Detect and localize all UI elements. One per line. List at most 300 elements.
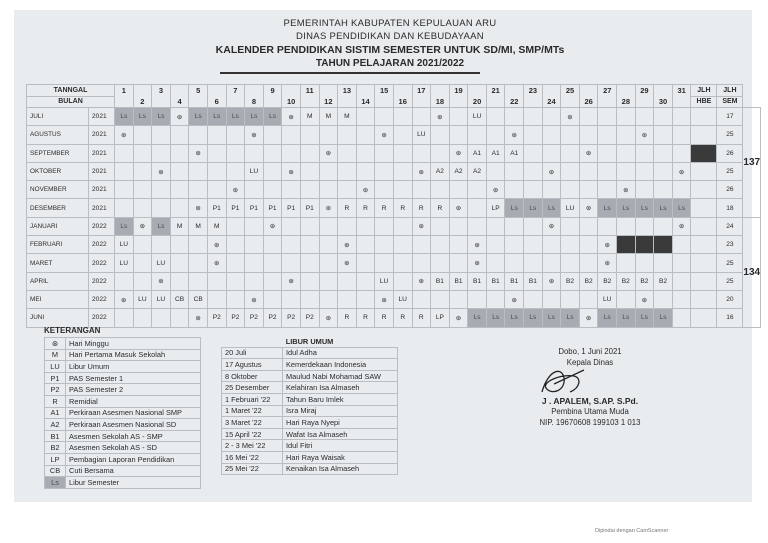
holiday-row <box>222 347 398 359</box>
day-cell <box>356 108 375 126</box>
hbe-value: 18 <box>717 199 743 217</box>
day-cell <box>691 236 717 254</box>
day-cell <box>412 236 431 254</box>
day-header-15: 15 <box>375 85 394 97</box>
day-cell: R <box>393 309 412 327</box>
day-cell <box>691 199 717 217</box>
day-cell <box>226 236 245 254</box>
day-cell <box>115 272 134 290</box>
signature-place-date: Dobo, 1 Juni 2021 <box>558 347 622 356</box>
day-cell: Ls <box>226 108 245 126</box>
legend-text: Asesmen Sekolah AS - SD <box>66 442 201 454</box>
day-cell: Ls <box>505 309 524 327</box>
day-cell <box>486 162 505 180</box>
day-cell <box>672 126 691 144</box>
day-cell <box>356 217 375 235</box>
day-cell <box>486 254 505 272</box>
day-cell: M <box>189 217 208 235</box>
day-cell <box>319 254 338 272</box>
day-cell <box>338 290 357 308</box>
day-header-7: 7 <box>226 85 245 97</box>
legend-item <box>45 361 201 373</box>
holiday-date: 16 Mei '22 <box>222 451 283 463</box>
hbe-value: 25 <box>717 272 743 290</box>
day-cell: Ls <box>245 108 264 126</box>
day-cell <box>133 199 152 217</box>
legend-code: Ls <box>45 477 66 489</box>
day-header-row2-20: 20 <box>468 96 487 108</box>
day-cell: Ls <box>263 108 282 126</box>
day-cell: ⊛ <box>579 144 598 162</box>
day-cell: A1 <box>505 144 524 162</box>
day-cell <box>170 181 189 199</box>
day-cell <box>133 181 152 199</box>
day-cell: B1 <box>524 272 543 290</box>
month-year: 2021 <box>89 108 115 126</box>
day-cell: A2 <box>468 162 487 180</box>
day-cell: ⊛ <box>412 272 431 290</box>
day-cell <box>691 309 717 327</box>
day-cell <box>226 217 245 235</box>
month-name: FEBRUARI <box>27 236 89 254</box>
table-row <box>27 236 761 254</box>
day-cell: ⊛ <box>319 309 338 327</box>
day-cell <box>691 126 717 144</box>
day-cell: LU <box>375 272 394 290</box>
day-header-row2-10: 10 <box>282 96 301 108</box>
month-name: MEI <box>27 290 89 308</box>
hbe-value: 26 <box>717 181 743 199</box>
legend-text: Libur Umum <box>66 361 201 373</box>
holiday-date: 25 Desember <box>222 382 283 394</box>
holiday-row <box>222 359 398 371</box>
holiday-date: 15 April '22 <box>222 428 283 440</box>
day-cell <box>356 144 375 162</box>
day-cell <box>486 217 505 235</box>
day-cell: P1 <box>282 199 301 217</box>
day-cell <box>115 144 134 162</box>
holiday-date: 3 Maret '22 <box>222 417 283 429</box>
day-cell: Ls <box>152 108 171 126</box>
day-cell <box>691 162 717 180</box>
hbe-value: 25 <box>717 126 743 144</box>
day-cell <box>207 144 226 162</box>
day-cell <box>152 181 171 199</box>
day-cell <box>226 254 245 272</box>
day-cell <box>449 108 468 126</box>
day-cell: ⊛ <box>207 254 226 272</box>
day-header-14 <box>356 85 375 97</box>
day-header-20 <box>468 85 487 97</box>
day-cell <box>542 144 561 162</box>
month-year: 2021 <box>89 199 115 217</box>
day-cell <box>598 144 617 162</box>
day-cell: CB <box>189 290 208 308</box>
day-cell: A2 <box>449 162 468 180</box>
hbe-value: 26 <box>717 144 743 162</box>
day-cell: LP <box>486 199 505 217</box>
day-cell <box>449 126 468 144</box>
day-cell <box>282 236 301 254</box>
day-cell: A1 <box>468 144 487 162</box>
legend-code: LU <box>45 361 66 373</box>
day-cell: ⊛ <box>561 108 580 126</box>
holiday-row <box>222 370 398 382</box>
month-year: 2021 <box>89 162 115 180</box>
day-cell: ⊛ <box>486 181 505 199</box>
legend-code: B1 <box>45 430 66 442</box>
month-year: 2022 <box>89 309 115 327</box>
day-cell <box>672 272 691 290</box>
day-cell: ⊛ <box>115 126 134 144</box>
day-cell: P1 <box>263 199 282 217</box>
day-cell: P2 <box>263 309 282 327</box>
holiday-name: Kemerdekaan Indonesia <box>283 359 398 371</box>
day-header-3: 3 <box>152 85 171 97</box>
day-cell <box>245 181 264 199</box>
day-cell <box>207 272 226 290</box>
day-cell: M <box>170 217 189 235</box>
day-cell: Ls <box>542 199 561 217</box>
legend-item <box>45 338 201 350</box>
legend-text: PAS Semester 2 <box>66 384 201 396</box>
day-cell <box>431 181 450 199</box>
day-cell <box>579 254 598 272</box>
day-cell <box>356 162 375 180</box>
sem-header: JLH <box>717 85 743 97</box>
legend-code: B2 <box>45 442 66 454</box>
day-cell <box>542 290 561 308</box>
day-cell <box>617 144 636 162</box>
holiday-date: 1 Maret '22 <box>222 405 283 417</box>
day-cell <box>133 254 152 272</box>
day-cell: Ls <box>189 108 208 126</box>
day-cell <box>524 162 543 180</box>
day-cell <box>561 181 580 199</box>
day-header-row2-2: 2 <box>133 96 152 108</box>
day-cell: ⊛ <box>542 162 561 180</box>
day-cell <box>412 144 431 162</box>
day-cell: LU <box>393 290 412 308</box>
hbe-header-sub: HBE <box>691 96 717 108</box>
day-header-row2-1 <box>115 96 134 108</box>
day-cell <box>672 144 691 162</box>
day-header-30 <box>654 85 673 97</box>
holiday-name: Idul Fitri <box>283 440 398 452</box>
day-cell <box>263 236 282 254</box>
month-year: 2021 <box>89 126 115 144</box>
day-cell: Ls <box>115 108 134 126</box>
day-cell <box>152 126 171 144</box>
day-header-row2-7 <box>226 96 245 108</box>
day-header-row2-13 <box>338 96 357 108</box>
day-cell: Ls <box>524 309 543 327</box>
day-cell <box>115 309 134 327</box>
month-year: 2022 <box>89 217 115 235</box>
day-cell: ⊛ <box>412 162 431 180</box>
sem2-total: 134 <box>743 217 761 327</box>
legend-item <box>45 419 201 431</box>
day-cell: Ls <box>486 309 505 327</box>
legend-panel <box>44 326 201 489</box>
day-cell <box>282 254 301 272</box>
legend-table <box>44 337 201 489</box>
holiday-row <box>222 393 398 405</box>
day-cell <box>542 126 561 144</box>
day-cell: Ls <box>635 199 654 217</box>
day-cell <box>207 181 226 199</box>
day-cell: CB <box>170 290 189 308</box>
legend-code: P2 <box>45 384 66 396</box>
day-cell <box>338 162 357 180</box>
legend-code: CB <box>45 465 66 477</box>
day-header-10 <box>282 85 301 97</box>
day-cell: R <box>412 309 431 327</box>
legend-item <box>45 477 201 489</box>
day-header-row2-24: 24 <box>542 96 561 108</box>
day-cell <box>393 144 412 162</box>
day-cell: ⊛ <box>245 126 264 144</box>
day-cell <box>393 272 412 290</box>
day-cell <box>152 199 171 217</box>
day-cell <box>300 144 319 162</box>
day-cell <box>579 290 598 308</box>
day-cell: P1 <box>245 199 264 217</box>
day-cell <box>449 236 468 254</box>
hbe-value: 25 <box>717 162 743 180</box>
day-cell: ⊛ <box>338 236 357 254</box>
day-cell: ⊛ <box>579 199 598 217</box>
day-header-27: 27 <box>598 85 617 97</box>
day-cell: R <box>375 199 394 217</box>
day-cell <box>319 181 338 199</box>
day-cell <box>226 290 245 308</box>
day-cell: P2 <box>300 309 319 327</box>
header-government: PEMERINTAH KABUPATEN KEPULAUAN ARU <box>283 18 497 29</box>
day-cell <box>468 126 487 144</box>
table-row <box>27 126 761 144</box>
month-name: JUNI <box>27 309 89 327</box>
day-cell <box>505 254 524 272</box>
day-cell: LU <box>152 290 171 308</box>
day-cell <box>524 126 543 144</box>
day-cell <box>561 162 580 180</box>
day-cell <box>375 108 394 126</box>
day-cell: ⊛ <box>412 217 431 235</box>
day-cell <box>375 236 394 254</box>
day-header-25: 25 <box>561 85 580 97</box>
day-header-row2-15 <box>375 96 394 108</box>
day-cell: R <box>356 309 375 327</box>
holiday-row <box>222 428 398 440</box>
day-cell: Ls <box>654 199 673 217</box>
day-cell: Ls <box>617 309 636 327</box>
day-cell <box>542 236 561 254</box>
day-cell <box>431 217 450 235</box>
holiday-row <box>222 463 398 475</box>
holiday-row <box>222 440 398 452</box>
day-cell <box>486 236 505 254</box>
day-cell: B1 <box>468 272 487 290</box>
holiday-name: Isra Miraj <box>283 405 398 417</box>
day-cell <box>300 254 319 272</box>
table-row <box>27 217 761 235</box>
day-cell <box>524 108 543 126</box>
day-cell <box>579 181 598 199</box>
day-cell <box>393 181 412 199</box>
holiday-row <box>222 451 398 463</box>
day-cell <box>263 162 282 180</box>
day-cell: ⊛ <box>449 309 468 327</box>
day-cell: ⊛ <box>375 126 394 144</box>
day-cell <box>245 254 264 272</box>
day-header-2 <box>133 85 152 97</box>
day-cell: B1 <box>486 272 505 290</box>
day-cell <box>133 162 152 180</box>
day-cell <box>598 108 617 126</box>
day-header-row2-28: 28 <box>617 96 636 108</box>
day-cell <box>393 108 412 126</box>
month-year: 2021 <box>89 181 115 199</box>
day-header-17: 17 <box>412 85 431 97</box>
scanner-footer: Dipindai dengan CamScanner <box>595 528 669 534</box>
day-cell: B2 <box>598 272 617 290</box>
day-cell: P1 <box>207 199 226 217</box>
day-header-row2-21 <box>486 96 505 108</box>
month-name: OKTOBER <box>27 162 89 180</box>
day-cell <box>189 254 208 272</box>
day-cell: ⊛ <box>449 199 468 217</box>
day-cell <box>672 181 691 199</box>
day-cell <box>561 126 580 144</box>
signature-title: Kepala Dinas <box>566 358 614 367</box>
day-header-11: 11 <box>300 85 319 97</box>
day-cell <box>393 162 412 180</box>
month-name: JULI <box>27 108 89 126</box>
day-cell: Ls <box>152 217 171 235</box>
day-cell <box>524 254 543 272</box>
day-cell <box>170 236 189 254</box>
legend-text: Cuti Bersama <box>66 465 201 477</box>
day-cell <box>431 254 450 272</box>
month-year: 2022 <box>89 254 115 272</box>
legend-item <box>45 407 201 419</box>
day-cell: LU <box>115 236 134 254</box>
day-cell: Ls <box>672 199 691 217</box>
day-cell <box>282 217 301 235</box>
day-cell <box>356 126 375 144</box>
day-cell <box>189 272 208 290</box>
legend-text: Pembagian Laporan Pendidikan <box>66 453 201 465</box>
day-cell <box>635 217 654 235</box>
public-holidays-title: LIBUR UMUM <box>222 336 398 347</box>
holiday-row <box>222 382 398 394</box>
day-cell: ⊛ <box>542 217 561 235</box>
day-cell <box>300 181 319 199</box>
day-cell <box>431 144 450 162</box>
day-cell: R <box>356 199 375 217</box>
day-header-16 <box>393 85 412 97</box>
day-cell <box>524 236 543 254</box>
day-cell <box>207 290 226 308</box>
day-cell <box>152 144 171 162</box>
day-cell <box>654 254 673 272</box>
day-cell <box>635 108 654 126</box>
holiday-name: Idul Adha <box>283 347 398 359</box>
day-cell <box>300 272 319 290</box>
day-header-row2-12: 12 <box>319 96 338 108</box>
day-header-row2-17 <box>412 96 431 108</box>
day-cell <box>300 217 319 235</box>
month-name: JANUARI <box>27 217 89 235</box>
day-cell <box>505 162 524 180</box>
legend-item <box>45 384 201 396</box>
day-header-row2-22: 22 <box>505 96 524 108</box>
day-cell: ⊛ <box>449 144 468 162</box>
day-cell: ⊛ <box>170 108 189 126</box>
day-cell <box>468 199 487 217</box>
day-cell <box>486 290 505 308</box>
day-cell: Ls <box>561 309 580 327</box>
day-cell <box>617 108 636 126</box>
label-month: BULAN <box>27 96 115 108</box>
day-cell <box>393 217 412 235</box>
day-cell <box>152 309 171 327</box>
day-cell: M <box>338 108 357 126</box>
day-cell <box>449 217 468 235</box>
day-cell <box>263 254 282 272</box>
day-cell <box>505 217 524 235</box>
day-cell <box>561 217 580 235</box>
day-cell <box>635 254 654 272</box>
day-cell <box>635 181 654 199</box>
day-header-12 <box>319 85 338 97</box>
day-header-row2-29 <box>635 96 654 108</box>
signature-name: J . APALEM, S.AP. S.Pd. <box>541 396 639 406</box>
day-cell <box>170 162 189 180</box>
day-cell: ⊛ <box>133 217 152 235</box>
day-cell <box>691 290 717 308</box>
day-cell: ⊛ <box>115 290 134 308</box>
day-cell <box>617 254 636 272</box>
day-cell: P1 <box>300 199 319 217</box>
day-cell <box>542 254 561 272</box>
day-cell <box>542 181 561 199</box>
day-cell <box>319 217 338 235</box>
day-header-row2-8: 8 <box>245 96 264 108</box>
day-cell: B1 <box>449 272 468 290</box>
month-year: 2021 <box>89 144 115 162</box>
day-cell: ⊛ <box>189 309 208 327</box>
day-cell: ⊛ <box>245 290 264 308</box>
table-row <box>27 309 761 327</box>
day-cell <box>133 272 152 290</box>
day-cell <box>189 236 208 254</box>
legend-item <box>45 465 201 477</box>
day-cell: B2 <box>635 272 654 290</box>
day-header-8 <box>245 85 264 97</box>
day-cell: LU <box>115 254 134 272</box>
day-header-row2-27 <box>598 96 617 108</box>
day-cell: ⊛ <box>282 162 301 180</box>
day-cell <box>133 309 152 327</box>
public-holidays-panel <box>221 336 398 475</box>
header-department: DINAS PENDIDIKAN DAN KEBUDAYAAN <box>296 31 484 42</box>
day-cell <box>561 236 580 254</box>
day-cell: R <box>431 199 450 217</box>
hbe-value: 20 <box>717 290 743 308</box>
day-cell <box>505 108 524 126</box>
